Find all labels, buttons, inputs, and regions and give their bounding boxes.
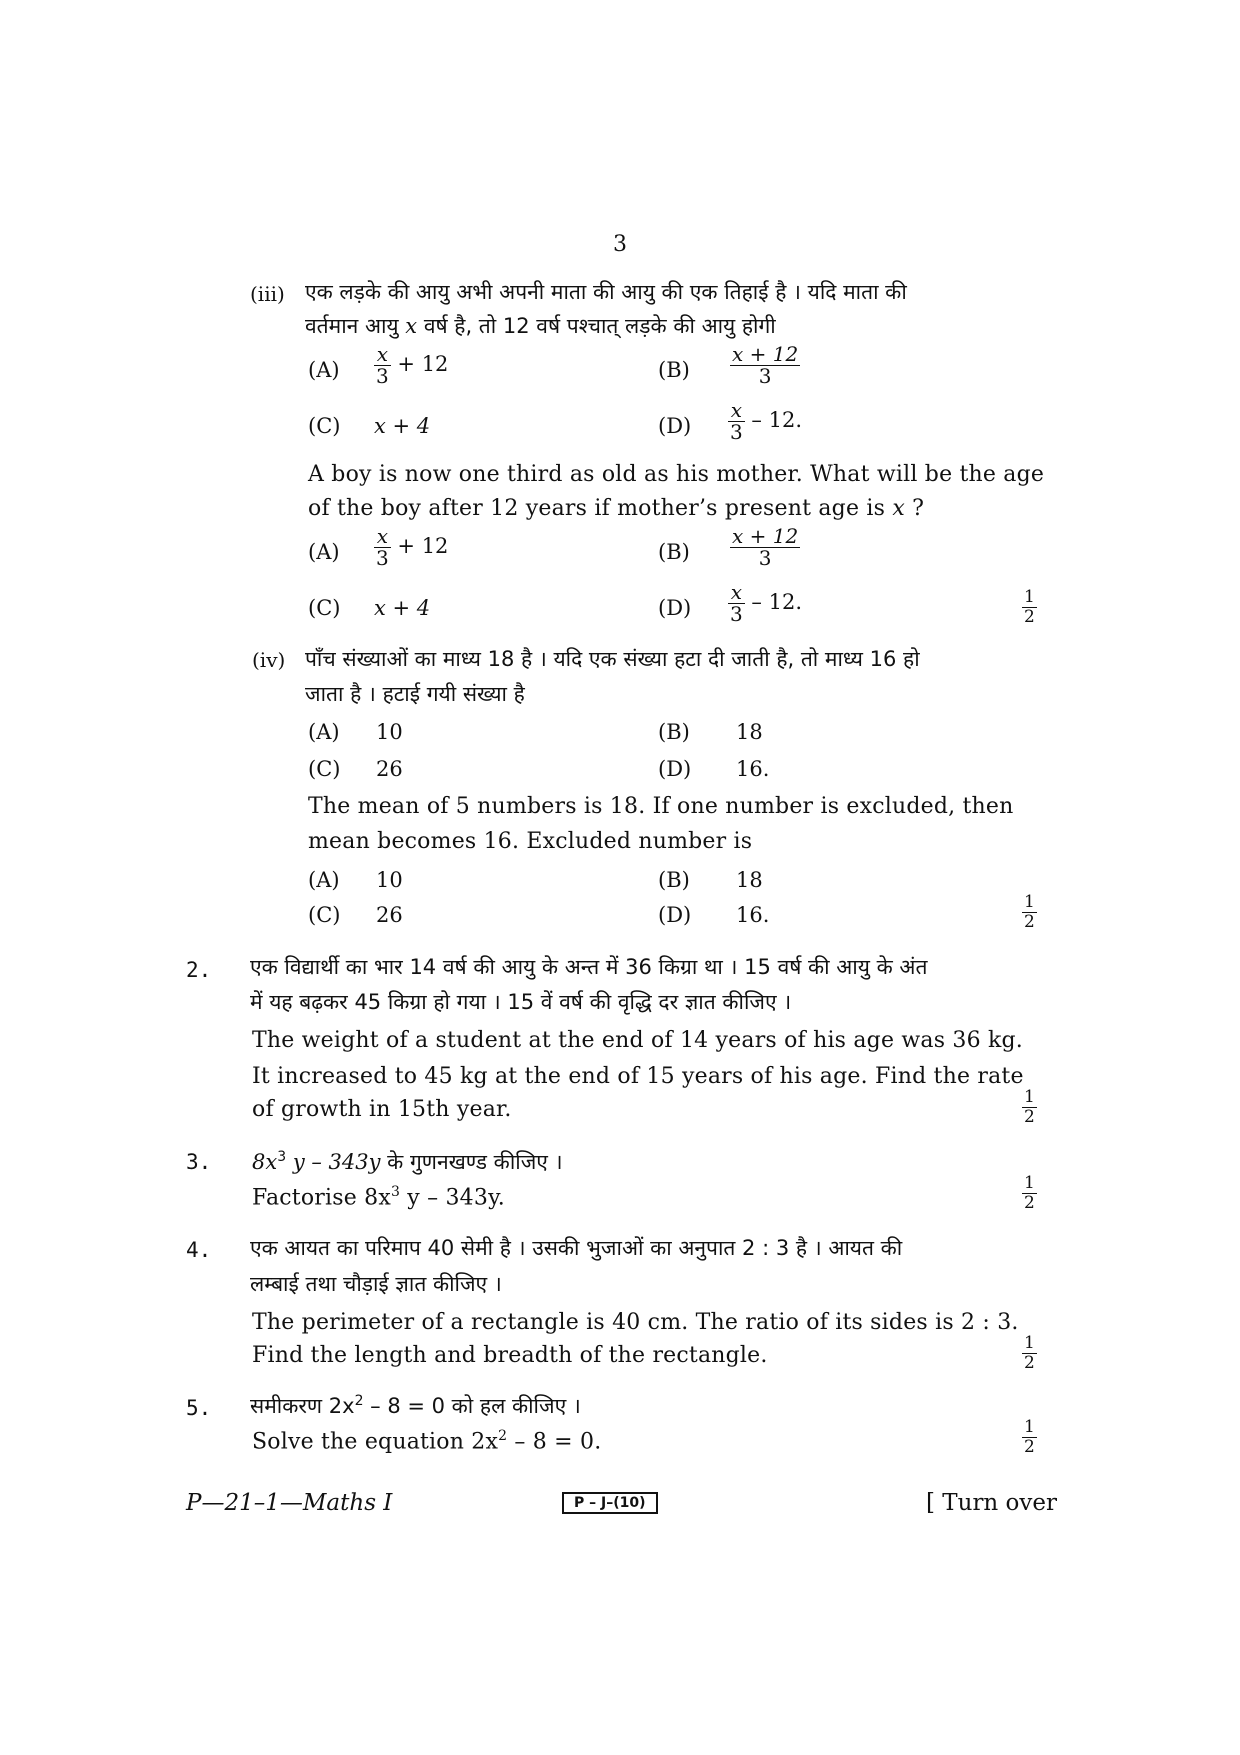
question-iii-label: (iii) [250,282,285,306]
question-4-english-line1: The perimeter of a rectangle is 40 cm. The ratio of its sides is 2 : 3. [252,1310,1019,1335]
option-a-value: 10 [376,868,403,892]
footer-paper-code: P—21–1—Maths I [186,1490,393,1516]
option-d-value: $\frac{x}{3}$ – 12. [730,398,802,444]
question-iii-hindi-line1: एक लड़के की आयु अभी अपनी माता की आयु की एक तिहाई है । यदि माता की [305,280,907,304]
option-c-value: 26 [376,757,403,781]
question-4-number: 4. [186,1238,212,1262]
option-label: (C) [308,757,341,781]
question-iv-english-line2: mean becomes 16. Excluded number is [308,829,753,854]
option-b-value: $\frac{x + 12}{3}$ [732,342,799,388]
question-4-english-line2: Find the length and breadth of the rectangle. [252,1343,768,1368]
option-label: (B) [658,540,690,564]
page-number: 3 [613,232,627,257]
question-2-hindi-line1: एक विद्यार्थी का भार 14 वर्ष की आयु के अन्त में 36 किग्रा था । 15 वर्ष की आयु के अंत [250,955,928,979]
question-2-hindi-line2: में यह बढ़कर 45 किग्रा हो गया । 15 वें वर्ष की वृद्धि दर ज्ञात कीजिए । [250,990,792,1014]
question-5-english: Solve the equation $2x^2 - 8 = 0$. [252,1428,602,1455]
question-iii-english-line1: A boy is now one third as old as his mother. What will be the age [308,462,1045,487]
question-3-number: 3. [186,1150,212,1174]
option-label: (D) [658,757,692,781]
option-d-value: 16. [736,757,770,781]
footer-box-code: P – J–(10) [562,1492,658,1514]
question-4-hindi-line2: लम्बाई तथा चौड़ाई ज्ञात कीजिए । [250,1272,502,1296]
marks-half: $\frac{1}{2}$ [1024,892,1035,932]
question-iv-hindi-line1: पाँच संख्याओं का माध्य 18 है । यदि एक संख्या हटा दी जाती है, तो माध्य 16 हो [305,647,920,671]
question-iv-english-line1: The mean of 5 numbers is 18. If one number is excluded, then [308,794,1014,819]
option-b-value: $\frac{x + 12}{3}$ [732,524,799,570]
marks-half: $\frac{1}{2}$ [1024,1173,1035,1213]
option-label: (B) [658,868,690,892]
option-b-value: 18 [736,720,763,744]
option-a-value: 10 [376,720,403,744]
option-label: (A) [308,868,340,892]
option-label: (A) [308,540,340,564]
footer-turn-over: [ Turn over [926,1490,1058,1516]
question-2-english-line2: It increased to 45 kg at the end of 15 years of his age. Find the rate [252,1064,1024,1089]
question-2-number: 2. [186,958,212,982]
option-b-value: 18 [736,868,763,892]
option-label: (A) [308,720,340,744]
question-iii-hindi-line2: वर्तमान आयु x वर्ष है, तो 12 वर्ष पश्चात् लड़के की आयु होगी [305,314,776,338]
option-a-value: $\frac{x}{3}$ + 12 [376,342,449,388]
option-label: (B) [658,358,690,382]
option-d-value: $\frac{x}{3}$ – 12. [730,580,802,626]
marks-half: $\frac{1}{2}$ [1024,1087,1035,1127]
marks-half: $\frac{1}{2}$ [1024,1333,1035,1373]
option-label: (C) [308,903,341,927]
option-label: (D) [658,903,692,927]
option-label: (C) [308,596,341,620]
question-3-hindi: $8x^3$ y – 343y के गुणनखण्ड कीजिए । [252,1149,563,1174]
option-a-value: $\frac{x}{3}$ + 12 [376,524,449,570]
option-label: (A) [308,358,340,382]
option-label: (B) [658,720,690,744]
question-iv-hindi-line2: जाता है । हटाई गयी संख्या है [305,682,525,706]
option-label: (D) [658,596,692,620]
question-iv-label: (iv) [252,648,286,672]
question-2-english-line3: of growth in 15th year. [252,1097,512,1122]
option-c-value: x + 4 [374,596,431,620]
question-5-hindi: समीकरण $2x^2 - 8 = 0$ को हल कीजिए । [250,1393,581,1418]
option-c-value: 26 [376,903,403,927]
question-4-hindi-line1: एक आयत का परिमाप 40 सेमी है । उसकी भुजाओं का अनुपात 2 : 3 है । आयत की [250,1236,903,1260]
marks-half: $\frac{1}{2}$ [1024,587,1035,627]
question-5-number: 5. [186,1396,212,1420]
question-iii-english-line2: of the boy after 12 years if mother’s present age is x ? [308,496,925,521]
option-d-value: 16. [736,903,770,927]
question-3-english: Factorise $8x^3$ y – 343y. [252,1184,505,1211]
option-c-value: x + 4 [374,414,431,438]
option-label: (C) [308,414,341,438]
option-label: (D) [658,414,692,438]
marks-half: $\frac{1}{2}$ [1024,1417,1035,1457]
question-2-english-line1: The weight of a student at the end of 14 years of his age was 36 kg. [252,1028,1023,1053]
